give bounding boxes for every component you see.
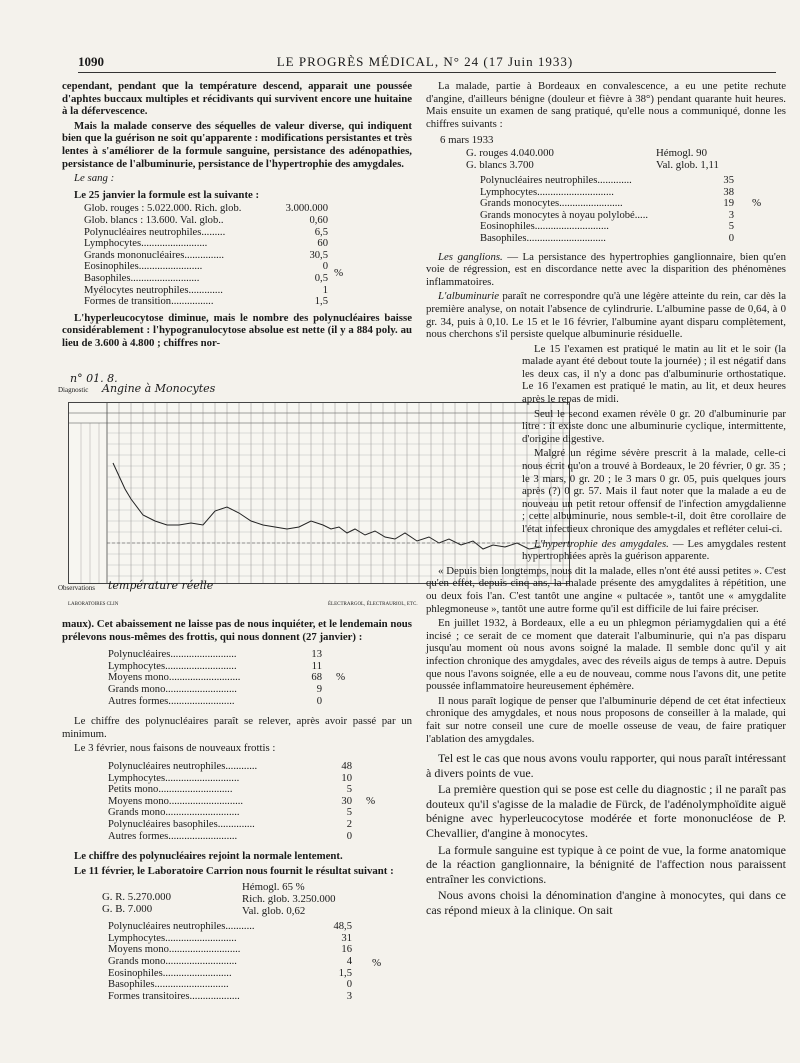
row-label: Glob. blancs : 13.600. Val. glob.. [84,214,224,226]
paragraph: La malade, partie à Bordeaux en convalescence, a eu une petite rechute d'angine, d'ailleurs bénigne (douleur et fièvre à 38°) pendant quarante huit heures. Mais ensuite un examen de sang pratiqué, qu'elle nous a communiqué, donne les chiffres suivants : [426,80,786,130]
table-row [108,968,358,980]
paragraph: Le 11 février, le Laboratoire Carrion nous fournit le résultat suivant : [74,864,394,877]
table-row [108,773,358,785]
row-value: 6,5 [314,226,328,238]
table-row [108,684,328,696]
white-cells: G. blancs 3.700 [466,158,534,171]
paragraph: Malgré un régime sévère prescrit à la malade, celle-ci nous écrit qu'on a trouvé à Bordeaux, le 20 février, 0 gr. 35 ; le 3 mars, 0 gr. 20 ; le 3 mars 0 gr. 05, puis quelques jours après (?) 0 gr. 57. Mais il faut noter que la malade a eu de nouveau un petit retour offensif de l'infection amygdalienne ; cette albuminurie, nous semble-t-il, doit être corollaire de l'état infectieux chronique des amygdales et refléter celui-ci. [522,447,786,535]
table-row [108,784,358,796]
left-column-top [62,80,412,351]
paragraph: Seul le second examen révèle 0 gr. 20 d'albuminurie par litre : il existe donc une albuminurie cyclique, intermittente, d'origine digestive. [522,407,786,445]
percent-sign: % [372,957,382,970]
table-row [108,672,328,684]
hemoglobin: Hémogl. 65 % [242,881,305,894]
table-row [108,831,358,843]
row-value: 3 [728,209,734,221]
row-label: Polynucléaires neutrophiles......... [84,226,226,238]
hypertrophy-text: — Les amygdales restent hypertrophiées après la guérison apparente. [522,537,786,563]
albuminuria-text: paraît ne correspondre qu'à une légère atteinte du rein, car dès la première analyse, on notait l'absence de cylindrurie. L'albumine passe de 0,64, à 0 gr. 34, puis à 0,10. Le 15 et le 16 février, l'albumine ayant disparu complètement, nous cherchons s'il persiste quelque albuminurie résiduelle. [426,290,786,341]
white-cells: G. B. 7.000 [102,903,153,916]
row-label: Lymphocytes......................... [84,238,208,250]
right-column [426,80,786,920]
row-label: Polynucléaires neutrophiles............ [108,760,258,772]
paragraph: Le 25 janvier la formule est la suivante : [74,188,260,201]
paragraph: Nous avons choisi la dénomination d'angine à monocytes, qui dans ce cas répond mieux à la clinique. On sait [426,888,786,918]
percent-sign: % [752,196,762,209]
row-value: 11 [311,660,322,672]
table-row [108,933,358,945]
rich-glob: Rich. glob. 3.250.000 [242,893,336,906]
table-row [480,198,740,210]
table-row [480,210,740,222]
paragraph: La première question qui se pose est celle du diagnostic ; il ne paraît pas douteux qu'il s'agisse de la maladie de Fürck, de l'adénolymphoïdite aiguë bénigne avec hyperleucocytose modérée et forte mononucléose de P. Chevallier, d'angine à monocytes. [426,782,786,841]
row-value: 5 [346,807,352,819]
table-row [84,296,334,308]
row-label: Polynucléaires......................... [108,649,237,661]
row-value: 1,5 [314,296,328,308]
table-row [108,944,358,956]
percent-sign: % [336,671,346,684]
table-row [108,696,328,708]
journal-title: LE PROGRÈS MÉDICAL, N° 24 (17 Juin 1933) [276,54,574,69]
subheading: Le sang : [74,172,115,185]
table-row [108,991,358,1003]
table-row [480,175,740,187]
paragraph: La formule sanguine est typique à ce point de vue, la forme anatomique de la réaction ganglionnaire, la bénignité de l'affection nous paraissent entraîner les convictions. [426,842,786,886]
row-label: Grands mono........................... [108,956,237,968]
paragraph: Mais la malade conserve des séquelles de valeur diverse, qui indiquent bien que la guérison ne soit qu'apparente : modifications persistantes et très lentes à s'améliorer de la formule sanguine, persistance des adénopathies, persistance de l'albuminurie, persistance de l'hypertrophie des amygdales. [62,119,412,170]
row-label: Lymphocytes............................ [108,772,240,784]
paragraph: Le chiffre des polynucléaires paraît se relever, après avoir passé par un minimum. [62,715,412,740]
row-value: 0 [346,830,352,842]
paragraph: Tel est le cas que nous avons voulu rapporter, qui nous paraît intéressant à divers points de vue. [426,751,786,780]
table-row [480,187,740,199]
paragraph: L'hyperleucocytose diminue, mais le nombre des polynucléaires baisse considérablement : l'hypogranulocytose absolue est nette (il y a 884 poly. au lieu de 3.600 à 4.800 ; chiffres nor- [62,311,412,349]
paragraph: « Depuis bien longtemps, nous dit la malade, elles n'ont été aussi petites ». C'est qu'en effet, depuis cinq ans, la malade présente des amygdalites à répétition, une ou deux fois l'an. C'est tantôt une angine « pultacée », tantôt une « amygdalite phlegmoneuse », tantôt une autre forme qu'il est difficile de lui faire préciser. [426,564,786,615]
row-label: Myélocytes neutrophiles............. [84,284,223,296]
row-value: 38 [723,186,734,198]
paragraph: Il nous paraît logique de penser que l'albuminurie dépend de cet état infectieux chronique des amygdales, et nous nous proposons de conseiller à la malade, qui fait sur notre conseil une cure de moelle osseuse de veau, de faire pratiquer l'ablation des amygdales. [426,694,786,745]
chart-footer-left: LABORATOIRES CLIN [68,602,119,607]
paragraph: cependant, pendant que la température descend, apparait une poussée d'aphtes buccaux multiples et récidivants qui survivent encore une huitaine à la défervescence. [62,80,412,118]
ganglions-text: — La persistance des hypertrophies ganglionnaire, bien qu'en voie de régression, est en discordance nette avec la disparition des phénomènes inflammatoires. [426,250,786,288]
red-cells: G. rouges 4.040.000 [466,146,554,159]
table-row [84,215,334,227]
table-row [108,819,358,831]
page-number: 1090 [78,54,104,69]
row-label: Autres formes.......................... [108,830,238,842]
row-value: 16 [341,944,352,956]
percent-sign: % [366,794,376,807]
table-row [108,661,328,673]
row-value: 2 [346,818,352,830]
row-value: 0,5 [314,272,328,284]
row-label: Grands mono........................... [108,683,237,695]
row-value: 3.000.000 [285,203,328,215]
row-label: Grands mono............................ [108,807,240,819]
val-glob: Val. glob. 0,62 [242,905,306,918]
row-value: 5 [728,221,734,233]
table-row [108,921,358,933]
row-label: Grands mononucléaires............... [84,249,225,261]
row-value: 0 [346,979,352,991]
row-label: Polynucléaires neutrophiles............. [480,174,632,186]
row-label: Grands monocytes à noyau polylobé..... [480,209,648,221]
row-label: Eosinophiles.......................... [108,967,232,979]
paragraph: maux). Cet abaissement ne laisse pas de nous inquiéter, et le lendemain nous prélevons nous-mêmes des frottis, qui nous donnent (27 janvier) : [62,618,412,643]
row-label: Basophiles............................ [108,979,229,991]
paragraph: Le 15 l'examen est pratiqué le matin au lit et le soir (la malade ayant été debout toute la journée) ; il est négatif dans les deux cas, il n'y a donc pas d'albuminurie orthostatique. Le 16 l'examen est pratiqué le matin, au lit, et deux heures après le repas de midi. [522,342,786,406]
row-label: Lymphocytes........................... [108,660,237,672]
row-label: Moyens mono............................ [108,795,244,807]
chart-footer-right: ÉLECTRARGOL, ÉLECTRAURIOL, ETC. [328,602,418,607]
row-value: 0 [316,695,322,707]
row-value: 60 [317,238,328,250]
albuminuria-label: L'albuminurie [438,290,500,303]
row-label: Formes de transition................ [84,296,214,308]
row-label: Lymphocytes........................... [108,932,237,944]
chart-number: n° 01. 8. [70,372,118,385]
row-value: 31 [341,932,352,944]
table-row [108,956,358,968]
red-cells: G. R. 5.270.000 [102,891,171,904]
table-row [480,233,740,245]
row-value: 1,5 [338,967,352,979]
row-label: Glob. rouges : 5.022.000. Rich. glob. [84,203,242,215]
table-row [84,285,334,297]
table-row [480,221,740,233]
observations-label: Observations [58,584,95,592]
table-row [84,238,334,250]
row-label: Polynucléaires basophiles.............. [108,818,255,830]
exam-date: 6 mars 1933 [440,134,494,147]
row-value: 9 [316,683,322,695]
percent-sign: % [334,267,344,280]
row-value: 30,5 [309,249,328,261]
blood-table-5 [426,174,762,245]
blood-table-4 [62,921,382,1002]
observations-handwritten: température réelle [108,579,214,592]
row-label: Formes transitoires................... [108,990,240,1002]
row-value: 4 [346,956,352,968]
row-label: Grands monocytes........................ [480,198,623,210]
table-row [108,761,358,773]
row-label: Petits mono............................ [108,784,233,796]
row-value: 35 [723,174,734,186]
table-row [108,649,328,661]
running-header [78,52,776,73]
blood-counts-feb [62,881,412,917]
row-value: 13 [311,649,322,661]
table-row [108,979,358,991]
blood-table-2 [62,649,346,707]
diagnostic-label: Diagnostic [58,386,89,394]
row-label: Autres formes......................... [108,695,235,707]
row-value: 68 [311,672,322,684]
blood-table-1 [62,203,344,308]
row-label: Eosinophiles........................ [84,261,203,273]
row-value: 5 [346,784,352,796]
row-value: 0,60 [309,214,328,226]
paragraph: Le 3 février, nous faisons de nouveaux frottis : [74,742,276,755]
blood-table-3 [62,760,376,842]
row-value: 48 [341,760,352,772]
row-label: Polynucléaires neutrophiles........... [108,921,255,933]
hemoglobin: Hémogl. 90 [656,146,707,159]
diagnostic-handwritten: Angine à Monocytes [102,382,216,395]
table-row [84,273,334,285]
hypertrophy-label: L'hypertrophie des amygdales. [534,537,669,550]
table-row [84,261,334,273]
row-value: 10 [341,772,352,784]
row-value: 19 [723,198,734,210]
row-label: Basophiles.............................. [480,232,606,244]
row-value: 3 [346,990,352,1002]
row-value: 48,5 [333,921,352,933]
row-label: Basophiles.......................... [84,272,200,284]
row-label: Lymphocytes............................. [480,186,614,198]
row-value: 1 [322,284,328,296]
val-glob: Val. glob. 1,11 [656,158,719,171]
ganglions-label: Les ganglions. [438,250,503,263]
row-value: 0 [322,261,328,273]
left-column-bottom [62,618,412,1002]
table-row [84,250,334,262]
row-label: Moyens mono........................... [108,672,241,684]
blood-counts-march [466,147,786,173]
paragraph: En juillet 1932, à Bordeaux, elle a eu un phlegmon périamygdalien qui a été incisé ; ce serait de ce moment que daterait l'albuminurie, qui n'a pas disparu jusqu'au moment où nous avons soigné la malade. Il semble donc qu'il y ait infection chronique des amygdales, avec des réveils aigus de temps à autre. Depuis que nous l'avons soignée, elle a eu de nouveau, comme nous l'avons dit, une petite poussée inflammatoire heureusement éphémère. [426,617,786,693]
row-value: 0 [728,232,734,244]
table-row [84,203,334,215]
table-row [84,227,334,239]
paragraph: Le chiffre des polynucléaires rejoint la normale lentement. [74,850,343,863]
row-label: Eosinophiles............................ [480,221,609,233]
table-row [108,796,358,808]
row-label: Moyens mono........................... [108,944,241,956]
row-value: 30 [341,795,352,807]
table-row [108,807,358,819]
